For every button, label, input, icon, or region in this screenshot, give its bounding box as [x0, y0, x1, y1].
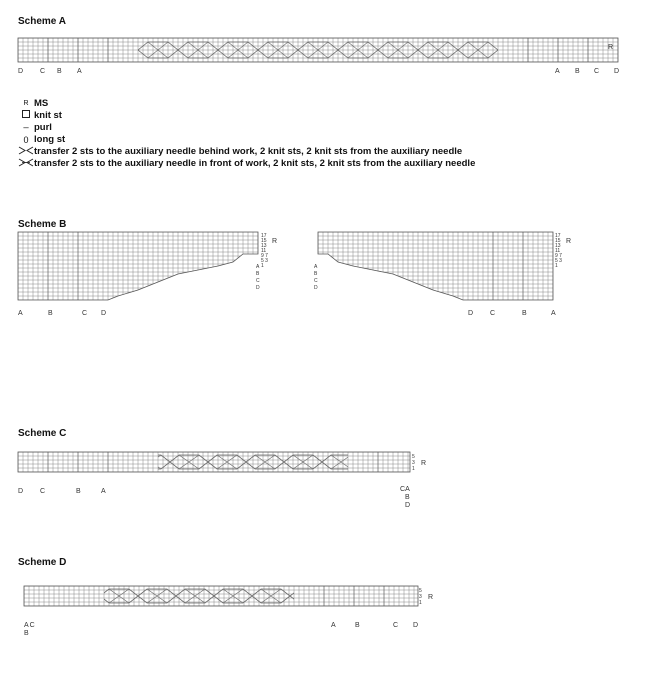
scheme-b-right-label-b: B [522, 310, 527, 317]
scheme-b-title: Scheme B [18, 219, 67, 230]
scheme-c-title: Scheme C [18, 428, 67, 439]
scheme-b-right-row-numbers: 17 15 13 11 9 7 5 3 1 [555, 233, 562, 269]
scheme-b-right-label-c: C [490, 310, 496, 317]
scheme-a-label-a: A [77, 68, 82, 75]
knit-stitch-icon [18, 110, 34, 122]
scheme-a-label-d-right: D [614, 68, 620, 75]
scheme-c-label-a: A [101, 488, 106, 495]
scheme-b-left-letters: A B C D [256, 264, 260, 291]
scheme-b-right-label-d: D [468, 310, 474, 317]
scheme-a-grid [18, 38, 628, 62]
scheme-b-left-label-d: D [101, 310, 107, 317]
scheme-b-left-label-b: B [48, 310, 53, 317]
scheme-b-right-letters: A B C D [314, 264, 318, 291]
scheme-d-row-label: R [428, 594, 434, 601]
scheme-c-grid [18, 452, 418, 474]
legend-item-cable-front: transfer 2 sts to the auxiliary needle in front of work, 2 knit sts, 2 knit sts from the auxiliary needle [18, 158, 475, 170]
scheme-d-label-a: A [331, 622, 336, 629]
long-stitch-icon: 0 [23, 135, 29, 145]
scheme-a-label-c-right: C [594, 68, 600, 75]
scheme-d-left-labels: AC B [24, 622, 35, 637]
scheme-c-label-b: B [76, 488, 81, 495]
scheme-d-label-b: B [355, 622, 360, 629]
scheme-a-label-a-right: A [555, 68, 560, 75]
scheme-c-row-label: R [421, 460, 427, 467]
scheme-d-grid [24, 586, 424, 608]
scheme-a-label-b-right: B [575, 68, 580, 75]
legend-item-purl: – purl [18, 122, 475, 134]
scheme-d-label-d: D [413, 622, 419, 629]
scheme-c-label-c: C [40, 488, 46, 495]
purl-icon: – [23, 122, 29, 133]
scheme-c-row-numbers: 5 3 1 [412, 454, 415, 472]
scheme-b-left-label-c: C [82, 310, 88, 317]
ms-icon: R [23, 100, 29, 107]
legend-item-long: 0 long st [18, 134, 475, 146]
scheme-c-right-labels: CA B D [400, 486, 411, 509]
scheme-a-row-label: R [608, 44, 614, 51]
legend-item-ms: R MS [18, 98, 475, 110]
scheme-b-left-label-a: A [18, 310, 23, 317]
scheme-a-label-b: B [57, 68, 62, 75]
legend-item-knit: knit st [18, 110, 475, 122]
scheme-d-label-c: C [393, 622, 399, 629]
scheme-b-left-grid [18, 232, 268, 302]
cable-front-icon [18, 158, 34, 171]
scheme-d-row-numbers: 5 3 1 [419, 588, 422, 606]
legend-item-cable-back: transfer 2 sts to the auxiliary needle behind work, 2 knit sts, 2 knit sts from the auxiliary needle [18, 146, 475, 158]
scheme-b-right-label-a: A [551, 310, 556, 317]
scheme-b-right-grid [318, 232, 558, 302]
scheme-a-label-c: C [40, 68, 46, 75]
scheme-b-right-row-label: R [566, 238, 572, 245]
legend [18, 98, 475, 170]
scheme-b-left-row-label: R [272, 238, 278, 245]
scheme-b-left-row-numbers: 17 15 13 11 9 7 5 3 1 [261, 233, 268, 269]
scheme-d-title: Scheme D [18, 557, 67, 568]
scheme-a-label-d: D [18, 68, 24, 75]
scheme-c-label-d: D [18, 488, 24, 495]
scheme-a-title: Scheme A [18, 16, 66, 27]
